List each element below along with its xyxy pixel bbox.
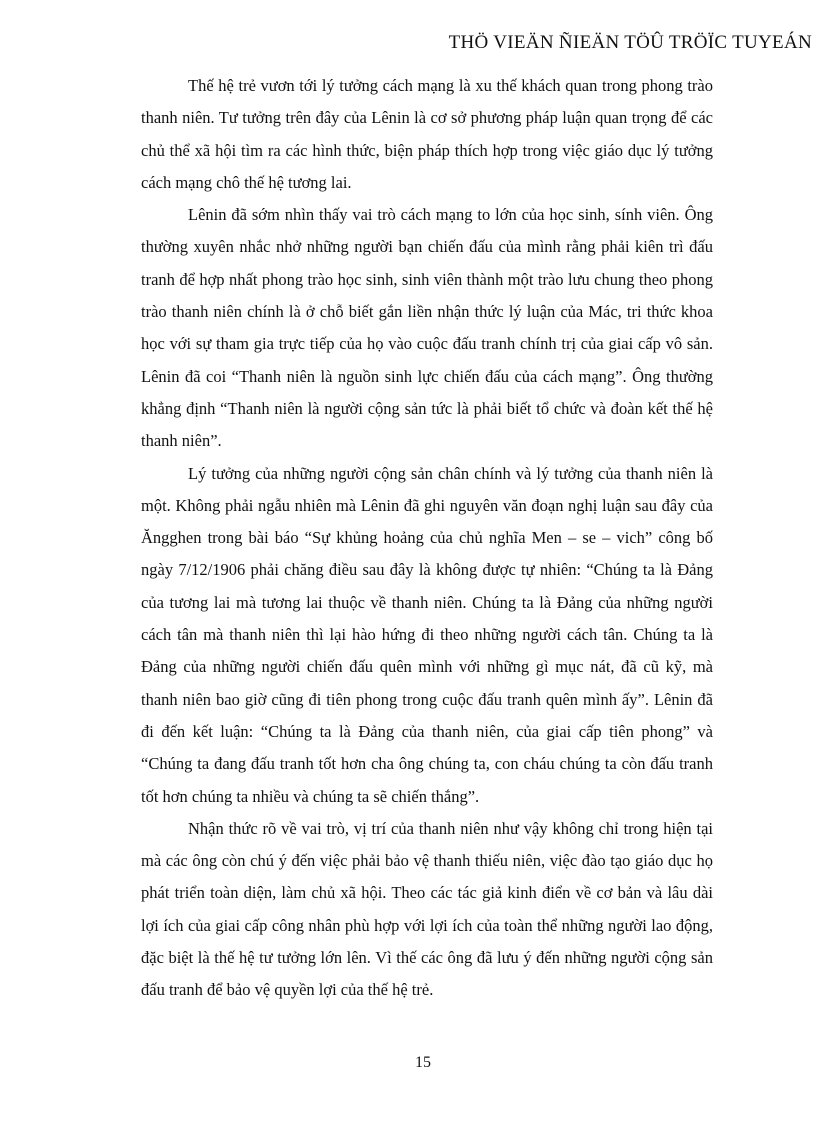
- paragraph: Nhận thức rõ về vai trò, vị trí của thanh niên như vậy không chỉ trong hiện tại mà các ông còn chú ý đến việc phải bảo vệ thanh thiếu niên, việc đào tạo giáo dục họ phát triển toàn diện, làm chủ xã hội. Theo các tác giả kinh điển về cơ bản và lâu dài lợi ích của giai cấp công nhân phù hợp với lợi ích của toàn thể những người lao động, đặc biệt là thế hệ tư tưởng lớn lên. Vì thế các ông đã lưu ý đến những người cộng sản đấu tranh để bảo vệ quyền lợi của thế hệ trẻ.: [141, 818, 713, 1000]
- body-text: [141, 70, 713, 1007]
- paragraph: Lý tưởng của những người cộng sản chân chính và lý tưởng của thanh niên là một. Không phải ngẫu nhiên mà Lênin đã ghi nguyên văn đoạn nghị luận sau đây của Ăngghen trong bài báo “Sự khủng hoảng của chủ nghĩa Men – se – vich” công bố ngày 7/12/1906 phải chăng điều sau đây là không được tự nhiên: “Chúng ta là Đảng của tương lai mà tương lai thuộc về thanh niên. Chúng ta là Đảng của những người cách tân mà thanh niên thì lại hào hứng đi theo những người cách tân. Chúng ta là Đảng của những người chiến đấu quên mình với những gì mục nát, đã cũ kỹ, mà thanh niên bao giờ cũng đi tiên phong trong cuộc đấu tranh quên mình ấy”. Lênin đã đi đến kết luận: “Chúng ta là Đảng của thanh niên, của giai cấp tiên phong” và “Chúng ta đang đấu tranh tốt hơn cha ông chúng ta, con cháu chúng ta còn đấu tranh tốt hơn chúng ta nhiều và chúng ta sẽ chiến thắng”.: [141, 463, 713, 806]
- paragraph: Lênin đã sớm nhìn thấy vai trò cách mạng to lớn của học sinh, sính viên. Ông thường xuyên nhắc nhở những người bạn chiến đấu của mình rằng phải kiên trì đấu tranh để hợp nhất phong trào học sinh, sinh viên thành một trào lưu chung theo phong trào thanh niên chính là ở chỗ biết gắn liền nhận thức lý luận của Mác, tri thức khoa học với sự tham gia trực tiếp của họ vào cuộc đấu tranh chính trị của giai cấp vô sản. Lênin đã coi “Thanh niên là nguồn sinh lực chiến đấu của cách mạng”. Ông thường khẳng định “Thanh niên là người cộng sản tức là phải biết tổ chức và đoàn kết thế hệ thanh niên”.: [141, 205, 713, 451]
- paragraph: Thế hệ trẻ vươn tới lý tưởng cách mạng là xu thế khách quan trong phong trào thanh niên. Tư tưởng trên đây của Lênin là cơ sở phương pháp luận quan trọng để các chủ thể xã hội tìm ra các hình thức, biện pháp thích hợp trong việc giáo dục lý tưởng cách mạng chô thế hệ tương lai.: [141, 76, 713, 192]
- page-header: THÖ VIEÄN ÑIEÄN TÖÛ TRÖÏC TUYEÁN: [448, 32, 812, 53]
- page-number: 15: [415, 1054, 431, 1071]
